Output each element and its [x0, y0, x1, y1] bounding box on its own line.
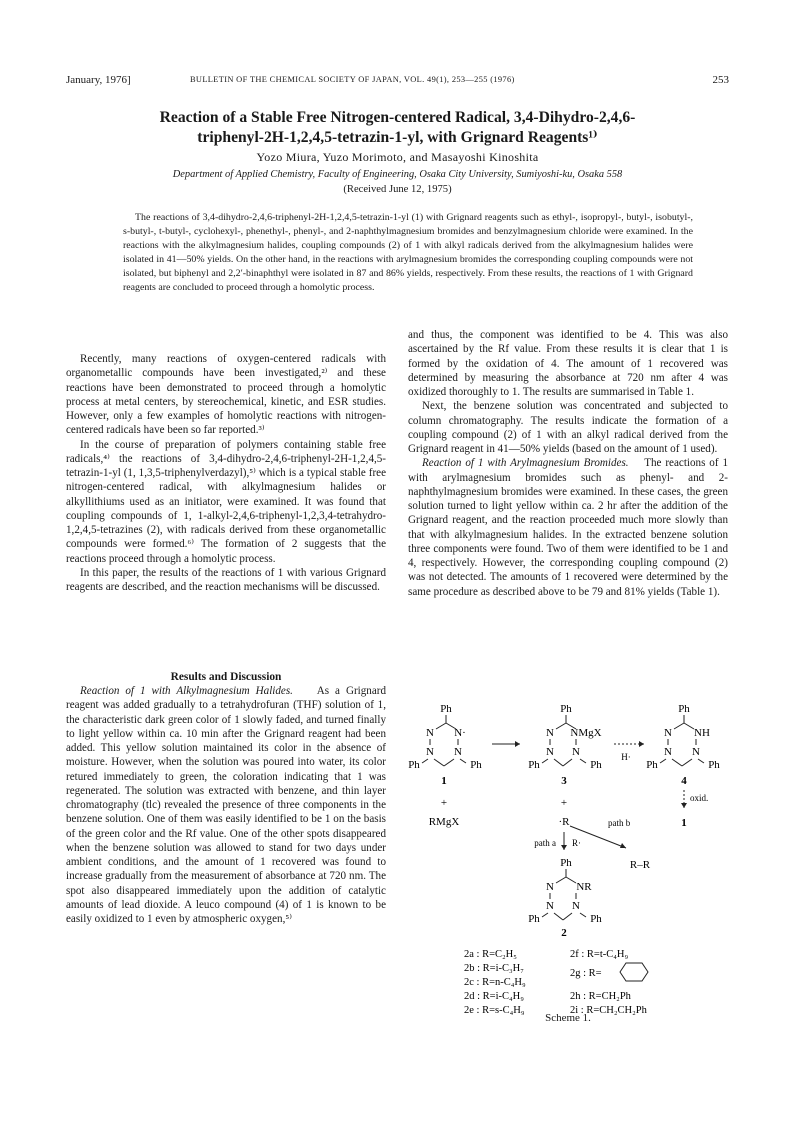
label-1: 1 [441, 775, 447, 787]
plus-1: + [440, 797, 448, 809]
r-list-2f: 2f : R=t-C₄H₉ [570, 949, 629, 960]
label-3: 3 [561, 775, 567, 787]
s4-n-bottom-left: N [664, 746, 672, 758]
paper-title [66, 108, 729, 148]
label-2: 2 [561, 927, 567, 939]
structure-1 [408, 703, 482, 828]
r-group-list [464, 949, 648, 1016]
r-list-2c: 2c : R=n-C₄H₉ [464, 977, 526, 988]
s1-ph-top: Ph [440, 703, 452, 715]
s4-ph-top: Ph [678, 703, 690, 715]
s1-n-radical: N· [454, 727, 466, 739]
left-paragraph-2: In the course of preparation of polymers containing stable free radicals,⁴⁾ the reactions of 3,4-dihydro-2,4,6-triphenyl-2H-1,2,4,5-tetrazin-1-yl (1, 1,3,5-triphenylverdazyl),⁵⁾ which is a typical stable free nitrogen-centered radical, with alkylmagnesium halides or alkyllithiums used as an initiator, were examined. It was found that coupling compounds of 1, 1-alkyl-2,4,6-triphenyl-1,2,3,4-tetrahydro-1,2,4,5-tetrazines (2), with radicals derived from these organometallic compounds were formed.⁶⁾ The formation of 2 suggests that the reactions proceed through a homolytic process. [66, 438, 386, 565]
s4-ph-right: Ph [708, 759, 720, 771]
subsection-heading-alkyl: Reaction of 1 with Alkylmagnesium Halides. [80, 685, 293, 697]
left-column-intro [66, 352, 386, 594]
label-4: 4 [681, 775, 687, 787]
s4-n-left: N [664, 727, 672, 739]
right-paragraph-3-body: The reactions of 1 with arylmagnesium bromides such as phenyl- and 2-naphthylmagnesium bromides were examined. In these cases, the green solution turned to light yellow within ca. 2 hr after the addition of the Grignard reagent, and the reaction proceeded much more slowly than that with alkylmagnesium halides. In the extracted benzene solution three components were found. Two of them were identified to be 1 and 4, respectively. However, the corresponding coupling compound (2) was not detected. The amounts of 1 recovered were determined by the same procedure as described above to be 79 and 81% yields (Table 1). [408, 457, 728, 598]
header-page-number: 253 [712, 74, 729, 86]
s1-ph-left: Ph [408, 759, 420, 771]
r-r-product: R–R [629, 859, 651, 871]
cyclohexyl-ring-icon [620, 963, 648, 981]
r-list-2h: 2h : R=CH₂Ph [570, 991, 631, 1002]
abstract: The reactions of 3,4-dihydro-2,4,6-triphenyl-2H-1,2,4,5-tetrazin-1-yl (1) with Grignard reagents such as ethyl-, isopropyl-, butyl-, isobutyl-, s-butyl-, t-butyl-, cyclohexyl-, phenethyl-, phenyl-, and 2-naphthylmagnesium bromides and benzylmagnesium chloride were examined. In the reactions with the alkylmagnesium halides, coupling compounds (2) of 1 with alkyl radicals derived from the alkylmagnesium halides were isolated in 41—50% yields. On the other hand, in the reactions with arylmagnesium bromides the corresponding coupling compounds were not isolated, but biphenyl and 2,2′-binaphthyl were isolated in 87 and 86% yields, respectively. From these results, the reactions of 1 with Grignard reagents are concluded to proceed through a homolytic process. [123, 212, 693, 294]
left-paragraph-4-body: As a Grignard reagent was added gradually to a tetrahydrofuran (THF) solution of 1, the characteristic dark green color of 1 slowly faded, and turned finally to light yellow within ca. 10 min after the Grignard reagent had been added. This yellow solution maintained its color in the absence of moisture. However, when the solution was poured into water, its color retured immediately to green, the coloration indicating that 1 was regenerated. The solution was extracted with benzene, and thin layer chromatography (tlc) revealed the presence of three components in the benzene solution. One of them was easily identified to be 1 on the basis of the green color and the Rf value. One of the other spots disappeared when the benzene solution was allowed to stand for two days under ambient conditions, and the amount of 1 recovered was found to increase gradually from the measurement of absorbance at 720 nm. The spot also disappeared immediately upon the addition of catalytic amounts of lead dioxide. A leuco compound (4) of 1 is known to be easily oxidized to 1 even by atmospheric oxygen,⁵⁾ [66, 685, 386, 925]
s1-n-left: N [426, 727, 434, 739]
left-paragraph-3: In this paper, the results of the reactions of 1 with various Grignard reagents are described, and the reaction mechanisms will be discussed. [66, 566, 386, 593]
s3-nmgx: NMgX [570, 727, 602, 739]
authors: Yozo Miura, Yuzo Morimoto, and Masayoshi Kinoshita [256, 150, 539, 164]
rmgx: RMgX [428, 816, 460, 828]
subsection-heading-aryl: Reaction of 1 with Arylmagnesium Bromides. [422, 457, 629, 470]
right-paragraph-1: and thus, the component was identified to be 4. This was also ascertained by the Rf value. From these results it is clear that 1 is formed by the oxidation of 4. The amount of 1 recovered was determined by measuring the absorbance at 720 nm after 4 was oxidized thoroughly to 1. The results are summarised in Table 1. [408, 329, 728, 398]
oxid-label: oxid. [690, 793, 709, 803]
s3-ph-right: Ph [590, 759, 602, 771]
s2-n-bottom-left: N [546, 900, 554, 912]
affiliation: Department of Applied Chemistry, Faculty of Engineering, Osaka City University, Sumiyoshi-ku, Osaka 558 [172, 169, 623, 180]
s3-n-bottom-left: N [546, 746, 554, 758]
s2-ph-right: Ph [590, 913, 602, 925]
structure-3 [528, 703, 602, 828]
s1-n-bottom-left: N [426, 746, 434, 758]
section-heading: Results and Discussion [170, 671, 282, 683]
path-b-label: path b [608, 818, 631, 828]
r-list-2e: 2e : R=s-C₄H₉ [464, 1005, 525, 1016]
path-a-label: path a [534, 838, 556, 848]
left-paragraph-1: Recently, many reactions of oxygen-centered radicals with organometallic compounds have been investigated,²⁾ and these reactions have been demonstrated to proceed through a homolytic process at metal centers, by stereochemical, kinetic, and ESR studies. However, only a few examples of homolytic reactions with nitrogen-centered radicals have been so far reported.³⁾ [66, 353, 386, 437]
s3-n-left: N [546, 727, 554, 739]
s2-n-bottom-right: N [572, 900, 580, 912]
r-list-2i: 2i : R=CH₂CH₂Ph [570, 1005, 647, 1016]
s2-ph-left: Ph [528, 913, 540, 925]
r-dot-label: R· [572, 838, 581, 848]
title-line-2: triphenyl-2H-1,2,4,5-tetrazin-1-yl, with Grignard Reagents¹⁾ [197, 129, 598, 146]
r-list-2d: 2d : R=i-C₄H₉ [464, 991, 524, 1002]
received-date: (Received June 12, 1975) [343, 184, 452, 195]
r-radical: ·R [558, 816, 570, 828]
right-paragraph-2: Next, the benzene solution was concentrated and subjected to column chromatography. The results indicate the formation of a coupling compound (2) of 1 with an alkyl radical derived from the Grignard reagent in 41—50% yields (based on the amount of 1 used). [408, 400, 728, 455]
plus-2: + [560, 797, 568, 809]
s1-n-bottom-right: N [454, 746, 462, 758]
s4-n-bottom-right: N [692, 746, 700, 758]
s3-ph-left: Ph [528, 759, 540, 771]
header-journal: BULLETIN OF THE CHEMICAL SOCIETY OF JAPAN, VOL. 49(1), 253—255 (1976) [190, 75, 515, 84]
running-header [66, 74, 729, 88]
scheme-caption: Scheme 1. [545, 1012, 591, 1024]
header-date: January, 1976] [66, 74, 131, 86]
s4-ph-left: Ph [646, 759, 658, 771]
r-list-2b: 2b : R=i-C₃H₇ [464, 963, 524, 974]
s2-n-left: N [546, 881, 554, 893]
s2-nr: NR [576, 881, 592, 893]
s3-ph-top: Ph [560, 703, 572, 715]
structure-4 [646, 703, 720, 787]
s4-nh: NH [694, 727, 710, 739]
r-list-2g: 2g : R= [570, 968, 602, 979]
s2-ph-top: Ph [560, 857, 572, 869]
right-column [408, 328, 728, 599]
structure-2 [528, 857, 602, 939]
s1-ph-right: Ph [470, 759, 482, 771]
s3-n-bottom-right: N [572, 746, 580, 758]
h-radical: H· [621, 752, 631, 762]
left-paragraph-4 [66, 684, 386, 926]
r-list-2a: 2a : R=C₂H₅ [464, 949, 517, 960]
title-line-1: Reaction of a Stable Free Nitrogen-centered Radical, 3,4-Dihydro-2,4,6- [159, 109, 636, 126]
left-column-results [66, 684, 386, 926]
label-1-regenerated: 1 [681, 817, 687, 829]
scheme-1 [408, 700, 728, 1025]
right-paragraph-3 [408, 456, 728, 599]
